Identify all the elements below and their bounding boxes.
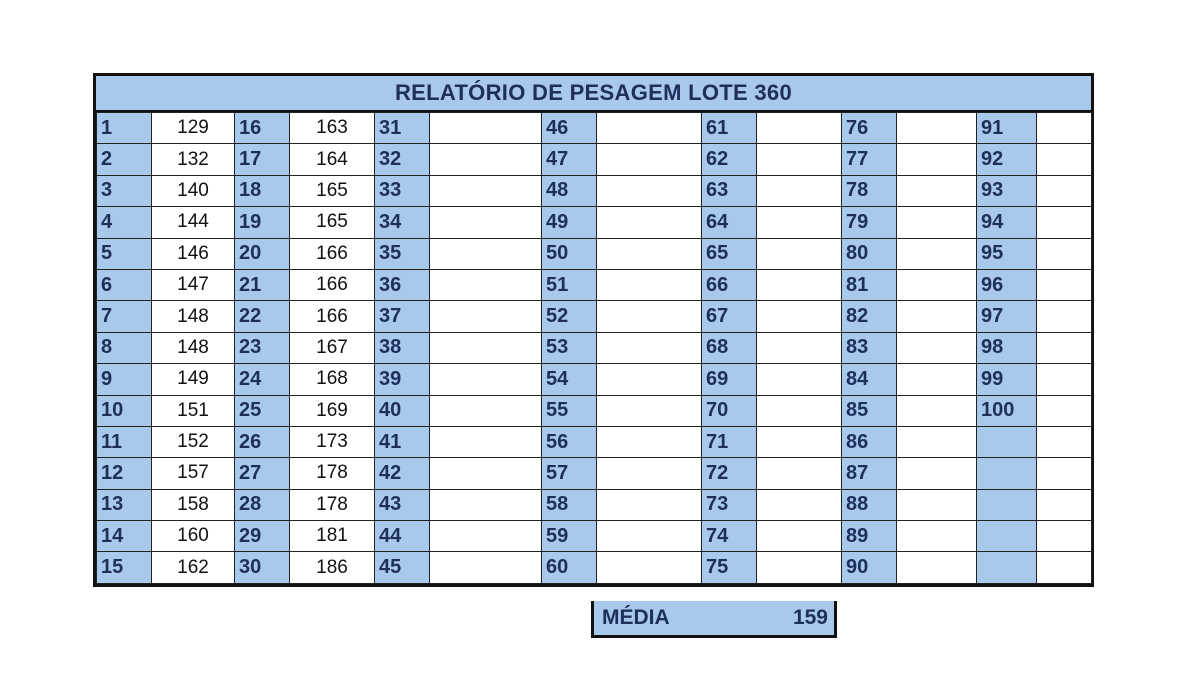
table-row — [97, 364, 1092, 395]
animal-number-cell: 63 — [702, 175, 757, 206]
animal-number-cell: 15 — [97, 552, 152, 583]
animal-number-cell: 54 — [542, 364, 597, 395]
animal-number-cell: 20 — [235, 238, 290, 269]
animal-number-cell: 31 — [375, 113, 430, 144]
animal-number-cell: 3 — [97, 175, 152, 206]
animal-number-cell: 52 — [542, 301, 597, 332]
weight-cell — [757, 238, 842, 269]
animal-number-cell: 48 — [542, 175, 597, 206]
weight-cell — [597, 113, 702, 144]
weight-cell — [430, 301, 542, 332]
animal-number-cell: 26 — [235, 426, 290, 457]
weight-cell: 146 — [152, 238, 235, 269]
weight-cell: 166 — [290, 238, 375, 269]
animal-number-cell: 14 — [97, 521, 152, 552]
weight-cell — [757, 207, 842, 238]
animal-number-cell: 42 — [375, 458, 430, 489]
weight-cell — [1037, 269, 1092, 300]
animal-number-cell: 79 — [842, 207, 897, 238]
animal-number-cell: 89 — [842, 521, 897, 552]
animal-number-cell: 4 — [97, 207, 152, 238]
animal-number-cell: 98 — [977, 332, 1037, 363]
animal-number-cell: 81 — [842, 269, 897, 300]
table-row — [97, 301, 1092, 332]
animal-number-cell: 27 — [235, 458, 290, 489]
table-row — [97, 207, 1092, 238]
weight-cell — [757, 301, 842, 332]
animal-number-cell: 76 — [842, 113, 897, 144]
animal-number-cell: 86 — [842, 426, 897, 457]
animal-number-cell: 7 — [97, 301, 152, 332]
animal-number-cell: 22 — [235, 301, 290, 332]
animal-number-cell: 77 — [842, 144, 897, 175]
weight-cell: 167 — [290, 332, 375, 363]
animal-number-cell: 2 — [97, 144, 152, 175]
animal-number-cell: 83 — [842, 332, 897, 363]
animal-number-cell: 16 — [235, 113, 290, 144]
animal-number-cell: 5 — [97, 238, 152, 269]
animal-number-cell: 28 — [235, 489, 290, 520]
animal-number-cell: 57 — [542, 458, 597, 489]
weight-cell — [897, 426, 977, 457]
animal-number-cell: 58 — [542, 489, 597, 520]
weight-cell — [597, 269, 702, 300]
animal-number-cell: 100 — [977, 395, 1037, 426]
weight-cell — [897, 301, 977, 332]
animal-number-cell: 88 — [842, 489, 897, 520]
animal-number-cell: 87 — [842, 458, 897, 489]
weight-cell — [897, 395, 977, 426]
animal-number-cell: 62 — [702, 144, 757, 175]
weight-cell — [757, 113, 842, 144]
animal-number-cell: 34 — [375, 207, 430, 238]
weight-cell — [757, 489, 842, 520]
animal-number-cell: 33 — [375, 175, 430, 206]
animal-number-cell — [977, 489, 1037, 520]
weight-cell: 162 — [152, 552, 235, 583]
weight-cell — [597, 395, 702, 426]
weight-cell — [430, 238, 542, 269]
weight-cell — [757, 426, 842, 457]
animal-number-cell: 95 — [977, 238, 1037, 269]
weight-cell: 129 — [152, 113, 235, 144]
weight-cell — [897, 489, 977, 520]
animal-number-cell: 99 — [977, 364, 1037, 395]
table-row — [97, 332, 1092, 363]
weight-cell: 152 — [152, 426, 235, 457]
weight-cell — [757, 364, 842, 395]
animal-number-cell: 67 — [702, 301, 757, 332]
animal-number-cell: 73 — [702, 489, 757, 520]
animal-number-cell: 23 — [235, 332, 290, 363]
weight-cell — [430, 426, 542, 457]
average-label: MÉDIA — [602, 606, 670, 629]
weight-cell — [597, 175, 702, 206]
weight-cell: 157 — [152, 458, 235, 489]
weight-cell — [897, 332, 977, 363]
animal-number-cell: 82 — [842, 301, 897, 332]
animal-number-cell: 78 — [842, 175, 897, 206]
animal-number-cell: 37 — [375, 301, 430, 332]
animal-number-cell: 85 — [842, 395, 897, 426]
weight-cell: 173 — [290, 426, 375, 457]
table-row — [97, 395, 1092, 426]
weight-cell: 166 — [290, 269, 375, 300]
weight-cell — [897, 269, 977, 300]
weight-cell: 149 — [152, 364, 235, 395]
animal-number-cell: 90 — [842, 552, 897, 583]
weight-cell — [757, 144, 842, 175]
animal-number-cell: 40 — [375, 395, 430, 426]
weight-cell — [430, 144, 542, 175]
weight-cell — [430, 207, 542, 238]
table-row — [97, 458, 1092, 489]
animal-number-cell: 93 — [977, 175, 1037, 206]
animal-number-cell: 44 — [375, 521, 430, 552]
animal-number-cell: 97 — [977, 301, 1037, 332]
weight-cell — [597, 426, 702, 457]
weighing-report-sheet — [93, 73, 1094, 587]
weight-cell: 181 — [290, 521, 375, 552]
animal-number-cell: 11 — [97, 426, 152, 457]
animal-number-cell: 56 — [542, 426, 597, 457]
weight-cell: 163 — [290, 113, 375, 144]
weight-cell — [757, 521, 842, 552]
animal-number-cell: 39 — [375, 364, 430, 395]
animal-number-cell: 10 — [97, 395, 152, 426]
weight-cell — [1037, 364, 1092, 395]
animal-number-cell: 13 — [97, 489, 152, 520]
animal-number-cell: 72 — [702, 458, 757, 489]
average-value: 159 — [792, 606, 828, 629]
animal-number-cell: 59 — [542, 521, 597, 552]
animal-number-cell: 61 — [702, 113, 757, 144]
weight-cell — [757, 269, 842, 300]
average-box — [591, 601, 837, 638]
animal-number-cell: 69 — [702, 364, 757, 395]
animal-number-cell: 12 — [97, 458, 152, 489]
weight-cell — [430, 364, 542, 395]
weight-cell — [897, 238, 977, 269]
weight-cell — [897, 458, 977, 489]
animal-number-cell — [977, 552, 1037, 583]
animal-number-cell: 60 — [542, 552, 597, 583]
weight-cell: 148 — [152, 332, 235, 363]
animal-number-cell: 91 — [977, 113, 1037, 144]
table-row — [97, 269, 1092, 300]
weight-cell — [897, 207, 977, 238]
animal-number-cell: 64 — [702, 207, 757, 238]
weight-cell — [1037, 175, 1092, 206]
animal-number-cell: 53 — [542, 332, 597, 363]
weight-cell: 169 — [290, 395, 375, 426]
weight-cell: 165 — [290, 207, 375, 238]
table-row — [97, 238, 1092, 269]
weight-cell — [430, 332, 542, 363]
weight-cell — [1037, 458, 1092, 489]
animal-number-cell — [977, 426, 1037, 457]
weights-table-body — [97, 113, 1092, 584]
table-row — [97, 552, 1092, 583]
animal-number-cell: 43 — [375, 489, 430, 520]
animal-number-cell: 68 — [702, 332, 757, 363]
weight-cell — [757, 458, 842, 489]
weight-cell: 158 — [152, 489, 235, 520]
animal-number-cell: 36 — [375, 269, 430, 300]
weight-cell: 186 — [290, 552, 375, 583]
table-row — [97, 175, 1092, 206]
animal-number-cell: 21 — [235, 269, 290, 300]
animal-number-cell: 35 — [375, 238, 430, 269]
weight-cell: 147 — [152, 269, 235, 300]
weight-cell — [897, 144, 977, 175]
weight-cell — [1037, 489, 1092, 520]
weight-cell — [757, 175, 842, 206]
weight-cell — [597, 364, 702, 395]
weight-cell — [430, 521, 542, 552]
weight-cell: 168 — [290, 364, 375, 395]
animal-number-cell: 18 — [235, 175, 290, 206]
table-row — [97, 113, 1092, 144]
weight-cell — [757, 395, 842, 426]
weight-cell: 178 — [290, 458, 375, 489]
weight-cell — [430, 395, 542, 426]
animal-number-cell: 6 — [97, 269, 152, 300]
table-row — [97, 521, 1092, 552]
weight-cell: 148 — [152, 301, 235, 332]
weight-cell — [597, 489, 702, 520]
animal-number-cell: 66 — [702, 269, 757, 300]
table-row — [97, 144, 1092, 175]
weight-cell — [597, 207, 702, 238]
animal-number-cell: 17 — [235, 144, 290, 175]
report-title: RELATÓRIO DE PESAGEM LOTE 360 — [96, 76, 1091, 112]
weight-cell: 166 — [290, 301, 375, 332]
weight-cell — [597, 332, 702, 363]
weight-cell — [1037, 238, 1092, 269]
animal-number-cell: 1 — [97, 113, 152, 144]
weight-cell — [430, 113, 542, 144]
weight-cell — [597, 144, 702, 175]
weight-cell — [430, 175, 542, 206]
animal-number-cell: 65 — [702, 238, 757, 269]
weight-cell — [430, 552, 542, 583]
weight-cell: 165 — [290, 175, 375, 206]
weight-cell — [897, 364, 977, 395]
weight-cell — [1037, 332, 1092, 363]
animal-number-cell: 50 — [542, 238, 597, 269]
weight-cell — [1037, 395, 1092, 426]
animal-number-cell: 29 — [235, 521, 290, 552]
animal-number-cell: 70 — [702, 395, 757, 426]
animal-number-cell: 32 — [375, 144, 430, 175]
animal-number-cell: 49 — [542, 207, 597, 238]
weight-cell — [430, 458, 542, 489]
animal-number-cell: 24 — [235, 364, 290, 395]
weight-cell — [1037, 552, 1092, 583]
weight-cell — [430, 489, 542, 520]
weight-cell — [1037, 113, 1092, 144]
weight-cell: 151 — [152, 395, 235, 426]
animal-number-cell: 30 — [235, 552, 290, 583]
weight-cell: 144 — [152, 207, 235, 238]
weight-cell — [597, 521, 702, 552]
animal-number-cell: 74 — [702, 521, 757, 552]
animal-number-cell: 41 — [375, 426, 430, 457]
weight-cell — [897, 521, 977, 552]
weight-cell — [897, 113, 977, 144]
weight-cell — [1037, 521, 1092, 552]
weight-cell — [597, 552, 702, 583]
animal-number-cell: 71 — [702, 426, 757, 457]
animal-number-cell: 46 — [542, 113, 597, 144]
animal-number-cell: 9 — [97, 364, 152, 395]
animal-number-cell: 51 — [542, 269, 597, 300]
animal-number-cell: 84 — [842, 364, 897, 395]
animal-number-cell: 8 — [97, 332, 152, 363]
weight-cell — [1037, 301, 1092, 332]
table-row — [97, 489, 1092, 520]
animal-number-cell: 38 — [375, 332, 430, 363]
animal-number-cell — [977, 521, 1037, 552]
animal-number-cell: 92 — [977, 144, 1037, 175]
table-row — [97, 426, 1092, 457]
weight-cell — [430, 269, 542, 300]
weight-cell: 132 — [152, 144, 235, 175]
weight-cell — [757, 552, 842, 583]
weight-cell — [1037, 207, 1092, 238]
weight-cell — [897, 175, 977, 206]
animal-number-cell: 55 — [542, 395, 597, 426]
weight-cell — [597, 458, 702, 489]
animal-number-cell: 96 — [977, 269, 1037, 300]
animal-number-cell: 80 — [842, 238, 897, 269]
animal-number-cell — [977, 458, 1037, 489]
weight-cell: 140 — [152, 175, 235, 206]
animal-number-cell: 75 — [702, 552, 757, 583]
weight-cell — [597, 301, 702, 332]
weight-cell — [1037, 426, 1092, 457]
weight-cell — [897, 552, 977, 583]
animal-number-cell: 47 — [542, 144, 597, 175]
weight-cell: 160 — [152, 521, 235, 552]
weight-cell: 164 — [290, 144, 375, 175]
animal-number-cell: 25 — [235, 395, 290, 426]
weight-cell — [597, 238, 702, 269]
animal-number-cell: 45 — [375, 552, 430, 583]
weights-table — [96, 112, 1092, 584]
animal-number-cell: 19 — [235, 207, 290, 238]
animal-number-cell: 94 — [977, 207, 1037, 238]
weight-cell — [757, 332, 842, 363]
weight-cell: 178 — [290, 489, 375, 520]
weight-cell — [1037, 144, 1092, 175]
